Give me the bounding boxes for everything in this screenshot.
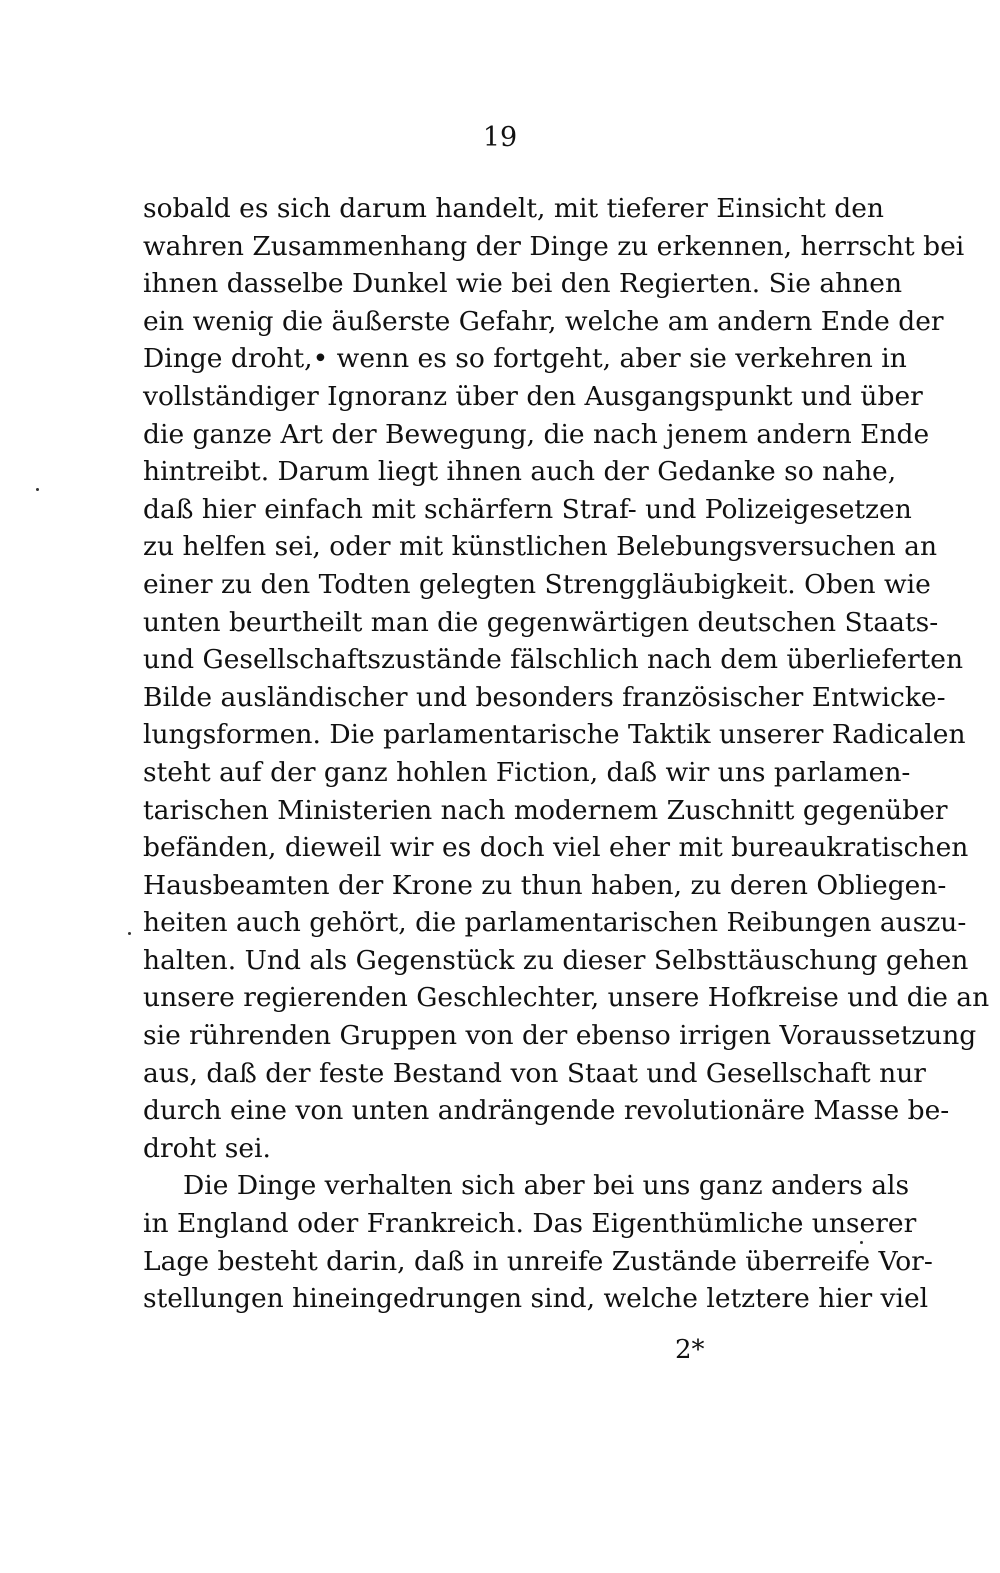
page-number: 19 bbox=[482, 122, 518, 153]
signature-mark: 2* bbox=[675, 1335, 705, 1365]
text-line: unsere regierenden Geschlechter, unsere Hofkreise und die an bbox=[143, 982, 990, 1014]
text-line: hintreibt. Darum liegt ihnen auch der Gedanke so nahe, bbox=[143, 456, 897, 488]
print-speck bbox=[860, 1241, 863, 1244]
text-line: zu helfen sei, oder mit künstlichen Belebungsversuchen an bbox=[143, 531, 938, 563]
text-line: durch eine von unten andrängende revolutionäre Masse be- bbox=[143, 1095, 950, 1127]
text-line: lungsformen. Die parlamentarische Taktik unserer Radicalen bbox=[143, 719, 966, 751]
print-speck bbox=[36, 488, 39, 491]
text-line: aus, daß der feste Bestand von Staat und Gesellschaft nur bbox=[143, 1057, 926, 1089]
text-line: sobald es sich darum handelt, mit tieferer Einsicht den bbox=[143, 193, 884, 224]
text-line: wahren Zusammenhang der Dinge zu erkennen, herrscht bei bbox=[143, 230, 965, 262]
text-line: ein wenig die äußerste Gefahr, welche am andern Ende der bbox=[143, 305, 944, 337]
text-line: tarischen Ministerien nach modernem Zuschnitt gegenüber bbox=[143, 794, 948, 826]
text-line: befänden, dieweil wir es doch viel eher mit bureaukratischen bbox=[143, 832, 969, 864]
text-line: die ganze Art der Bewegung, die nach jenem andern Ende bbox=[143, 418, 930, 450]
text-line: und Gesellschaftszustände fälschlich nach dem überlieferten bbox=[143, 644, 964, 676]
print-speck bbox=[128, 932, 131, 935]
text-line: Dinge droht,• wenn es so fortgeht, aber sie verkehren in bbox=[143, 343, 907, 375]
paragraph-end-line: droht sei. bbox=[143, 1132, 271, 1164]
text-line: heiten auch gehört, die parlamentarischen Reibungen auszu- bbox=[143, 907, 967, 939]
text-line: vollständiger Ignoranz über den Ausgangspunkt und über bbox=[143, 380, 923, 412]
text-line: sie rührenden Gruppen von der ebenso irrigen Voraussetzung bbox=[143, 1020, 977, 1052]
text-line: stellungen hineingedrungen sind, welche letztere hier viel bbox=[143, 1283, 929, 1315]
body-text bbox=[143, 190, 990, 1318]
text-line: steht auf der ganz hohlen Fiction, daß wir uns parlamen- bbox=[143, 756, 911, 788]
text-line: in England oder Frankreich. Das Eigenthümliche unserer bbox=[143, 1208, 917, 1240]
text-line: einer zu den Todten gelegten Strenggläubigkeit. Oben wie bbox=[143, 568, 931, 600]
text-line: ihnen dasselbe Dunkel wie bei den Regierten. Sie ahnen bbox=[143, 268, 903, 300]
text-line: Bilde ausländischer und besonders französischer Entwicke- bbox=[143, 681, 946, 713]
text-line: unten beurtheilt man die gegenwärtigen deutschen Staats- bbox=[143, 606, 939, 638]
paragraph-start-line: Die Dinge verhalten sich aber bei uns ganz anders als bbox=[183, 1170, 910, 1202]
text-line: halten. Und als Gegenstück zu dieser Selbsttäuschung gehen bbox=[143, 944, 969, 976]
text-line: daß hier einfach mit schärfern Straf- und Polizeigesetzen bbox=[143, 493, 912, 525]
text-line: Hausbeamten der Krone zu thun haben, zu deren Obliegen- bbox=[143, 869, 947, 901]
text-line: Lage besteht darin, daß in unreife Zustände überreife Vor- bbox=[143, 1245, 933, 1277]
